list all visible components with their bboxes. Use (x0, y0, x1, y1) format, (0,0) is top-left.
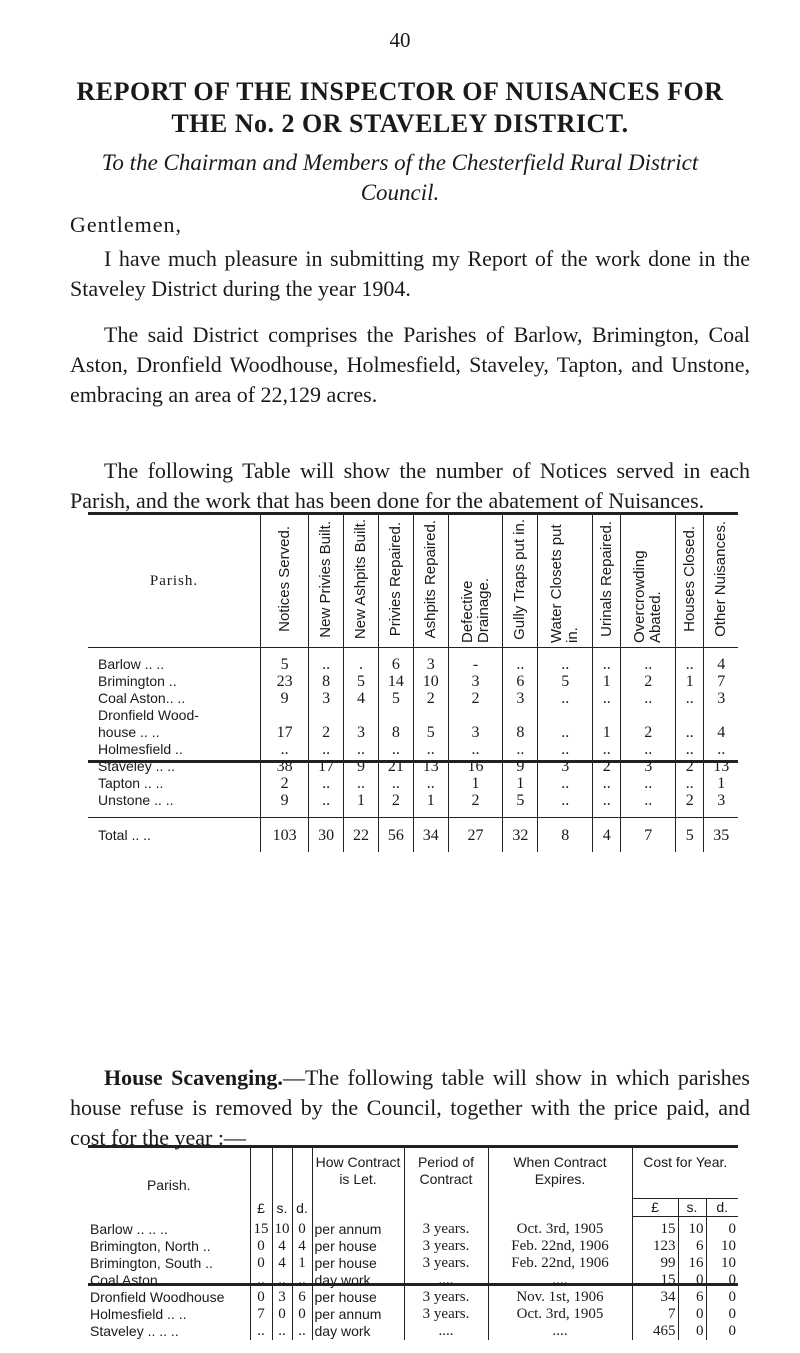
expiry-cell: Nov. 1st, 1906 (488, 1289, 632, 1306)
header-new-ashpits: New Ashpits Built. (344, 515, 379, 648)
scavenging-header-row (88, 1148, 738, 1199)
total-cell: 5 (676, 818, 704, 853)
price-shillings-cell: 4 (272, 1255, 292, 1272)
header-other-nuisances: Other Nuisances. (704, 515, 738, 648)
count-cell: .. (309, 775, 344, 792)
count-cell: 2 (593, 758, 621, 775)
total-cell: 4 (593, 818, 621, 853)
count-cell: 4 (717, 724, 726, 741)
count-cell (309, 707, 344, 724)
count-cell: 3 (448, 724, 503, 741)
count-cell: 16 (448, 758, 503, 775)
price-pounds-cell: 0 (250, 1238, 272, 1255)
count-cell (448, 707, 503, 724)
price-pence-cell: 6 (292, 1289, 312, 1306)
parish-cell: Barlow .. .. (88, 648, 261, 674)
count-cell: .. (717, 741, 726, 758)
count-cell: .. (621, 775, 676, 792)
count-cell (676, 707, 704, 724)
parish-cell: Barlow .. .. .. (88, 1217, 250, 1239)
expiry-cell: .... (488, 1323, 632, 1340)
table-row (88, 707, 738, 724)
count-cell: .. (593, 775, 621, 792)
period-cell: .... (404, 1272, 488, 1289)
table-row (88, 1306, 738, 1323)
header-expires: When Contract Expires. (488, 1148, 632, 1217)
count-cell (261, 707, 309, 724)
count-cell: .. (344, 775, 379, 792)
table-row (88, 1217, 738, 1239)
expiry-cell: .... (488, 1272, 632, 1289)
price-shillings-cell: 0 (272, 1306, 292, 1323)
count-cell: .. (261, 741, 309, 758)
count-cell: .. (378, 741, 413, 758)
count-cell: 2 (676, 758, 704, 775)
table-row (88, 792, 738, 818)
count-cell: 2 (413, 690, 448, 707)
total-label: Total .. .. (88, 818, 261, 853)
table-row (88, 1272, 738, 1289)
header-price-pounds: £ (250, 1148, 272, 1217)
count-cell (593, 707, 621, 724)
header-price-pence: d. (292, 1148, 312, 1217)
table-row (88, 673, 738, 690)
count-cell: 6 (378, 648, 413, 674)
page-number: 40 (389, 28, 411, 52)
count-cell: .. (676, 648, 704, 674)
count-cell: 17 (261, 724, 309, 741)
paragraph-house-scavenging (70, 1063, 750, 1153)
count-cell: 1 (344, 792, 379, 818)
count-cell: .. (344, 741, 379, 758)
header-cost: Cost for Year. (643, 1154, 728, 1170)
header-parish: Parish. (88, 1148, 250, 1217)
count-cell: 5 (344, 673, 379, 690)
count-cell: .. (621, 741, 676, 758)
header-defective-drainage: Defective Drainage. (448, 515, 503, 648)
price-pence-cell: .. (292, 1272, 312, 1289)
contract-type-cell: day work (312, 1272, 404, 1289)
period-cell: 3 years. (404, 1289, 488, 1306)
cost-pence-cell: 0 (728, 1272, 736, 1288)
cost-shillings-cell: 6 (678, 1238, 706, 1255)
period-cell: 3 years. (404, 1238, 488, 1255)
cost-pounds-cell: 465 (632, 1323, 678, 1340)
cost-pence-cell: 0 (728, 1323, 736, 1339)
price-pence-cell: 0 (292, 1217, 312, 1239)
period-cell: 3 years. (404, 1255, 488, 1272)
header-cost-pounds: £ (632, 1199, 678, 1217)
count-cell (538, 707, 593, 724)
header-cost-shillings: s. (678, 1199, 706, 1217)
cost-pounds-cell: 15 (632, 1217, 678, 1239)
count-cell: .. (538, 648, 593, 674)
header-notices-served: Notices Served. (261, 515, 309, 648)
count-cell (621, 707, 676, 724)
count-cell: 5 (261, 648, 309, 674)
cost-pence-cell: 0 (728, 1306, 736, 1322)
count-cell: .. (676, 741, 704, 758)
count-cell: 2 (676, 792, 704, 818)
count-cell: 1 (503, 775, 538, 792)
count-cell: .. (378, 775, 413, 792)
count-cell: 2 (378, 792, 413, 818)
total-cell: 27 (448, 818, 503, 853)
count-cell: 8 (503, 724, 538, 741)
price-shillings-cell: 3 (272, 1289, 292, 1306)
total-cell: 8 (538, 818, 593, 853)
count-cell: 7 (717, 673, 726, 690)
parish-cell: Coal Aston.. .. (88, 690, 261, 707)
count-cell: 3 (448, 673, 503, 690)
count-cell: 38 (261, 758, 309, 775)
price-shillings-cell: .. (272, 1272, 292, 1289)
header-cost-pence: d. (706, 1199, 738, 1217)
count-cell: 3 (717, 690, 726, 707)
parish-cell: Brimington, South .. (88, 1255, 250, 1272)
table-row (88, 690, 738, 707)
price-pounds-cell: 15 (250, 1217, 272, 1239)
parish-cell: Holmesfield .. .. (88, 1306, 250, 1323)
count-cell (413, 707, 448, 724)
price-pence-cell: 1 (292, 1255, 312, 1272)
contract-type-cell: day work (312, 1323, 404, 1340)
price-pounds-cell: .. (250, 1272, 272, 1289)
count-cell: .. (621, 792, 676, 818)
count-cell: 4 (717, 656, 726, 673)
count-cell (378, 707, 413, 724)
paragraph-district: The said District comprises the Parishes of Barlow, Brimington, Coal Aston, Dronfield Woodhouse, Holmesfield, Staveley, Tapton, and Unstone, embracing an area of 22,129 acres. (70, 322, 750, 407)
cost-shillings-cell: 0 (678, 1306, 706, 1323)
count-cell: 1 (593, 673, 621, 690)
address-line: To the Chairman and Members of the Chesterfield Rural District Council. (101, 150, 699, 205)
cost-shillings-cell: 6 (678, 1289, 706, 1306)
parish-cell: Holmesfield .. (88, 741, 261, 758)
count-cell: . (344, 648, 379, 674)
table-row (88, 758, 738, 775)
price-pounds-cell: .. (250, 1323, 272, 1340)
count-cell: 2 (448, 690, 503, 707)
count-cell: 14 (378, 673, 413, 690)
total-cell: 103 (261, 818, 309, 853)
count-cell: 3 (503, 690, 538, 707)
cost-pounds-cell: 7 (632, 1306, 678, 1323)
cost-pounds-cell: 34 (632, 1289, 678, 1306)
parish-cell: Brimington, North .. (88, 1238, 250, 1255)
expiry-cell: Feb. 22nd, 1906 (488, 1238, 632, 1255)
cost-pence-cell: 0 (728, 1221, 736, 1237)
count-cell: 5 (538, 673, 593, 690)
count-cell: 2 (309, 724, 344, 741)
count-cell: .. (413, 741, 448, 758)
period-cell: 3 years. (404, 1306, 488, 1323)
count-cell: 9 (261, 792, 309, 818)
header-period: Period of Contract (404, 1148, 488, 1217)
cost-pounds-cell: 99 (632, 1255, 678, 1272)
table-row (88, 1255, 738, 1272)
count-cell: .. (413, 775, 448, 792)
price-pence-cell: 4 (292, 1238, 312, 1255)
period-cell: .... (404, 1323, 488, 1340)
parish-cell: Staveley .. .. .. (88, 1323, 250, 1340)
count-cell: .. (593, 792, 621, 818)
count-cell: - (448, 648, 503, 674)
header-new-privies: New Privies Built. (309, 515, 344, 648)
price-pence-cell: 0 (292, 1306, 312, 1323)
count-cell: .. (676, 690, 704, 707)
count-cell: .. (538, 775, 593, 792)
price-pounds-cell: 0 (250, 1255, 272, 1272)
table-row (88, 724, 738, 741)
parish-cell: Coal Aston .. .. (88, 1272, 250, 1289)
parish-cell: Unstone .. .. (88, 792, 261, 818)
contract-type-cell: per annum (312, 1306, 404, 1323)
count-cell: 13 (713, 758, 730, 775)
total-row (88, 818, 738, 853)
count-cell: 5 (413, 724, 448, 741)
expiry-cell: Oct. 3rd, 1905 (488, 1217, 632, 1239)
total-cell: 22 (344, 818, 379, 853)
count-cell: 1 (593, 724, 621, 741)
table-row (88, 741, 738, 758)
count-cell: 21 (378, 758, 413, 775)
header-parish: Parish. (88, 515, 261, 648)
cost-pence-cell: 0 (728, 1289, 736, 1305)
header-water-closets: Water Closets put in. (538, 515, 593, 648)
count-cell: 1 (676, 673, 704, 690)
count-cell: .. (676, 775, 704, 792)
contract-type-cell: per annum (312, 1217, 404, 1239)
section-heading: House Scavenging. (104, 1065, 283, 1090)
total-cell: 35 (704, 818, 738, 853)
cost-pence-cell: 10 (721, 1238, 736, 1254)
parish-cell: Dronfield Wood- (88, 707, 261, 724)
cost-shillings-cell: 0 (678, 1323, 706, 1340)
table-row (88, 1323, 738, 1340)
table-row (88, 1289, 738, 1306)
parish-cell: Dronfield Woodhouse (88, 1289, 250, 1306)
count-cell (503, 707, 538, 724)
scavenging-table-body (88, 1217, 738, 1341)
cost-shillings-cell: 10 (678, 1217, 706, 1239)
count-cell: 3 (621, 758, 676, 775)
scavenging-table (88, 1145, 738, 1339)
report-title: REPORT OF THE INSPECTOR OF NUISANCES FOR THE No. 2 OR STAVELEY DISTRICT. (76, 77, 724, 138)
cost-pounds-cell: 15 (632, 1272, 678, 1289)
count-cell: 2 (448, 792, 503, 818)
table-row (88, 648, 738, 674)
header-houses-closed: Houses Closed. (676, 515, 704, 648)
contract-type-cell: per house (312, 1238, 404, 1255)
price-pounds-cell: 0 (250, 1289, 272, 1306)
cost-shillings-cell: 16 (678, 1255, 706, 1272)
header-privies-repaired: Privies Repaired. (378, 515, 413, 648)
count-cell: .. (538, 724, 593, 741)
count-cell: 3 (538, 758, 593, 775)
expiry-cell: Feb. 22nd, 1906 (488, 1255, 632, 1272)
count-cell: 13 (413, 758, 448, 775)
cost-pence-cell: 10 (721, 1255, 736, 1271)
count-cell: 10 (413, 673, 448, 690)
nuisances-header-row (88, 515, 738, 648)
total-cell: 56 (378, 818, 413, 853)
count-cell: .. (621, 690, 676, 707)
count-cell (344, 707, 379, 724)
period-cell: 3 years. (404, 1217, 488, 1239)
count-cell: 2 (621, 724, 676, 741)
header-overcrowding: Overcrowding Abated. (621, 515, 676, 648)
cost-shillings-cell: 0 (678, 1272, 706, 1289)
count-cell: 3 (413, 648, 448, 674)
count-cell: .. (593, 690, 621, 707)
price-shillings-cell: 10 (272, 1217, 292, 1239)
count-cell: 1 (448, 775, 503, 792)
count-cell: .. (538, 792, 593, 818)
count-cell: 4 (344, 690, 379, 707)
count-cell: 2 (261, 775, 309, 792)
total-cell: 30 (309, 818, 344, 853)
total-cell: 7 (621, 818, 676, 853)
count-cell: 23 (261, 673, 309, 690)
count-cell: .. (503, 741, 538, 758)
count-cell: 3 (309, 690, 344, 707)
count-cell: 3 (344, 724, 379, 741)
header-ashpits-repaired: Ashpits Repaired. (413, 515, 448, 648)
count-cell: 9 (503, 758, 538, 775)
price-shillings-cell: .. (272, 1323, 292, 1340)
count-cell: 8 (309, 673, 344, 690)
count-cell: 1 (413, 792, 448, 818)
count-cell: .. (538, 690, 593, 707)
parish-cell: Staveley .. .. (88, 758, 261, 775)
count-cell: .. (593, 648, 621, 674)
count-cell: 6 (503, 673, 538, 690)
price-shillings-cell: 4 (272, 1238, 292, 1255)
count-cell: 5 (378, 690, 413, 707)
count-cell: 3 (717, 792, 726, 809)
count-cell: .. (538, 741, 593, 758)
section-text: —The following table will show in which parishes house refuse is removed by the Council, together with the price paid, and cost for the year :— (70, 1065, 750, 1150)
count-cell: .. (621, 648, 676, 674)
nuisances-table (88, 512, 738, 844)
header-how-let: How Contract is Let. (312, 1148, 404, 1217)
count-cell: .. (309, 792, 344, 818)
count-cell: .. (448, 741, 503, 758)
count-cell: .. (309, 648, 344, 674)
count-cell (704, 707, 738, 724)
table-row (88, 1238, 738, 1255)
count-cell: 1 (717, 775, 726, 792)
price-pence-cell: .. (292, 1323, 312, 1340)
count-cell: .. (503, 648, 538, 674)
header-gully-traps: Gully Traps put in. (503, 515, 538, 648)
total-cell: 32 (503, 818, 538, 853)
expiry-cell: Oct. 3rd, 1905 (488, 1306, 632, 1323)
count-cell: 9 (261, 690, 309, 707)
contract-type-cell: per house (312, 1289, 404, 1306)
cost-pounds-cell: 123 (632, 1238, 678, 1255)
paragraph-intro: I have much pleasure in submitting my Report of the work done in the Staveley District during the year 1904. (70, 246, 750, 301)
count-cell: 9 (344, 758, 379, 775)
contract-type-cell: per house (312, 1255, 404, 1272)
nuisances-table-body (88, 648, 738, 853)
salutation: Gentlemen, (70, 212, 183, 237)
count-cell: 5 (503, 792, 538, 818)
table-row (88, 775, 738, 792)
count-cell: 8 (378, 724, 413, 741)
count-cell: .. (309, 741, 344, 758)
count-cell: .. (593, 741, 621, 758)
price-pounds-cell: 7 (250, 1306, 272, 1323)
total-cell: 34 (413, 818, 448, 853)
count-cell: .. (676, 724, 704, 741)
paragraph-table-intro: The following Table will show the number of Notices served in each Parish, and the work that has been done for the abatement of Nuisances. (70, 458, 750, 513)
header-price-shillings: s. (272, 1148, 292, 1217)
count-cell: 2 (621, 673, 676, 690)
parish-cell: Brimington .. (88, 673, 261, 690)
parish-cell: house .. .. (88, 724, 261, 741)
count-cell: 17 (309, 758, 344, 775)
parish-cell: Tapton .. .. (88, 775, 261, 792)
header-urinals-repaired: Urinals Repaired. (593, 515, 621, 648)
